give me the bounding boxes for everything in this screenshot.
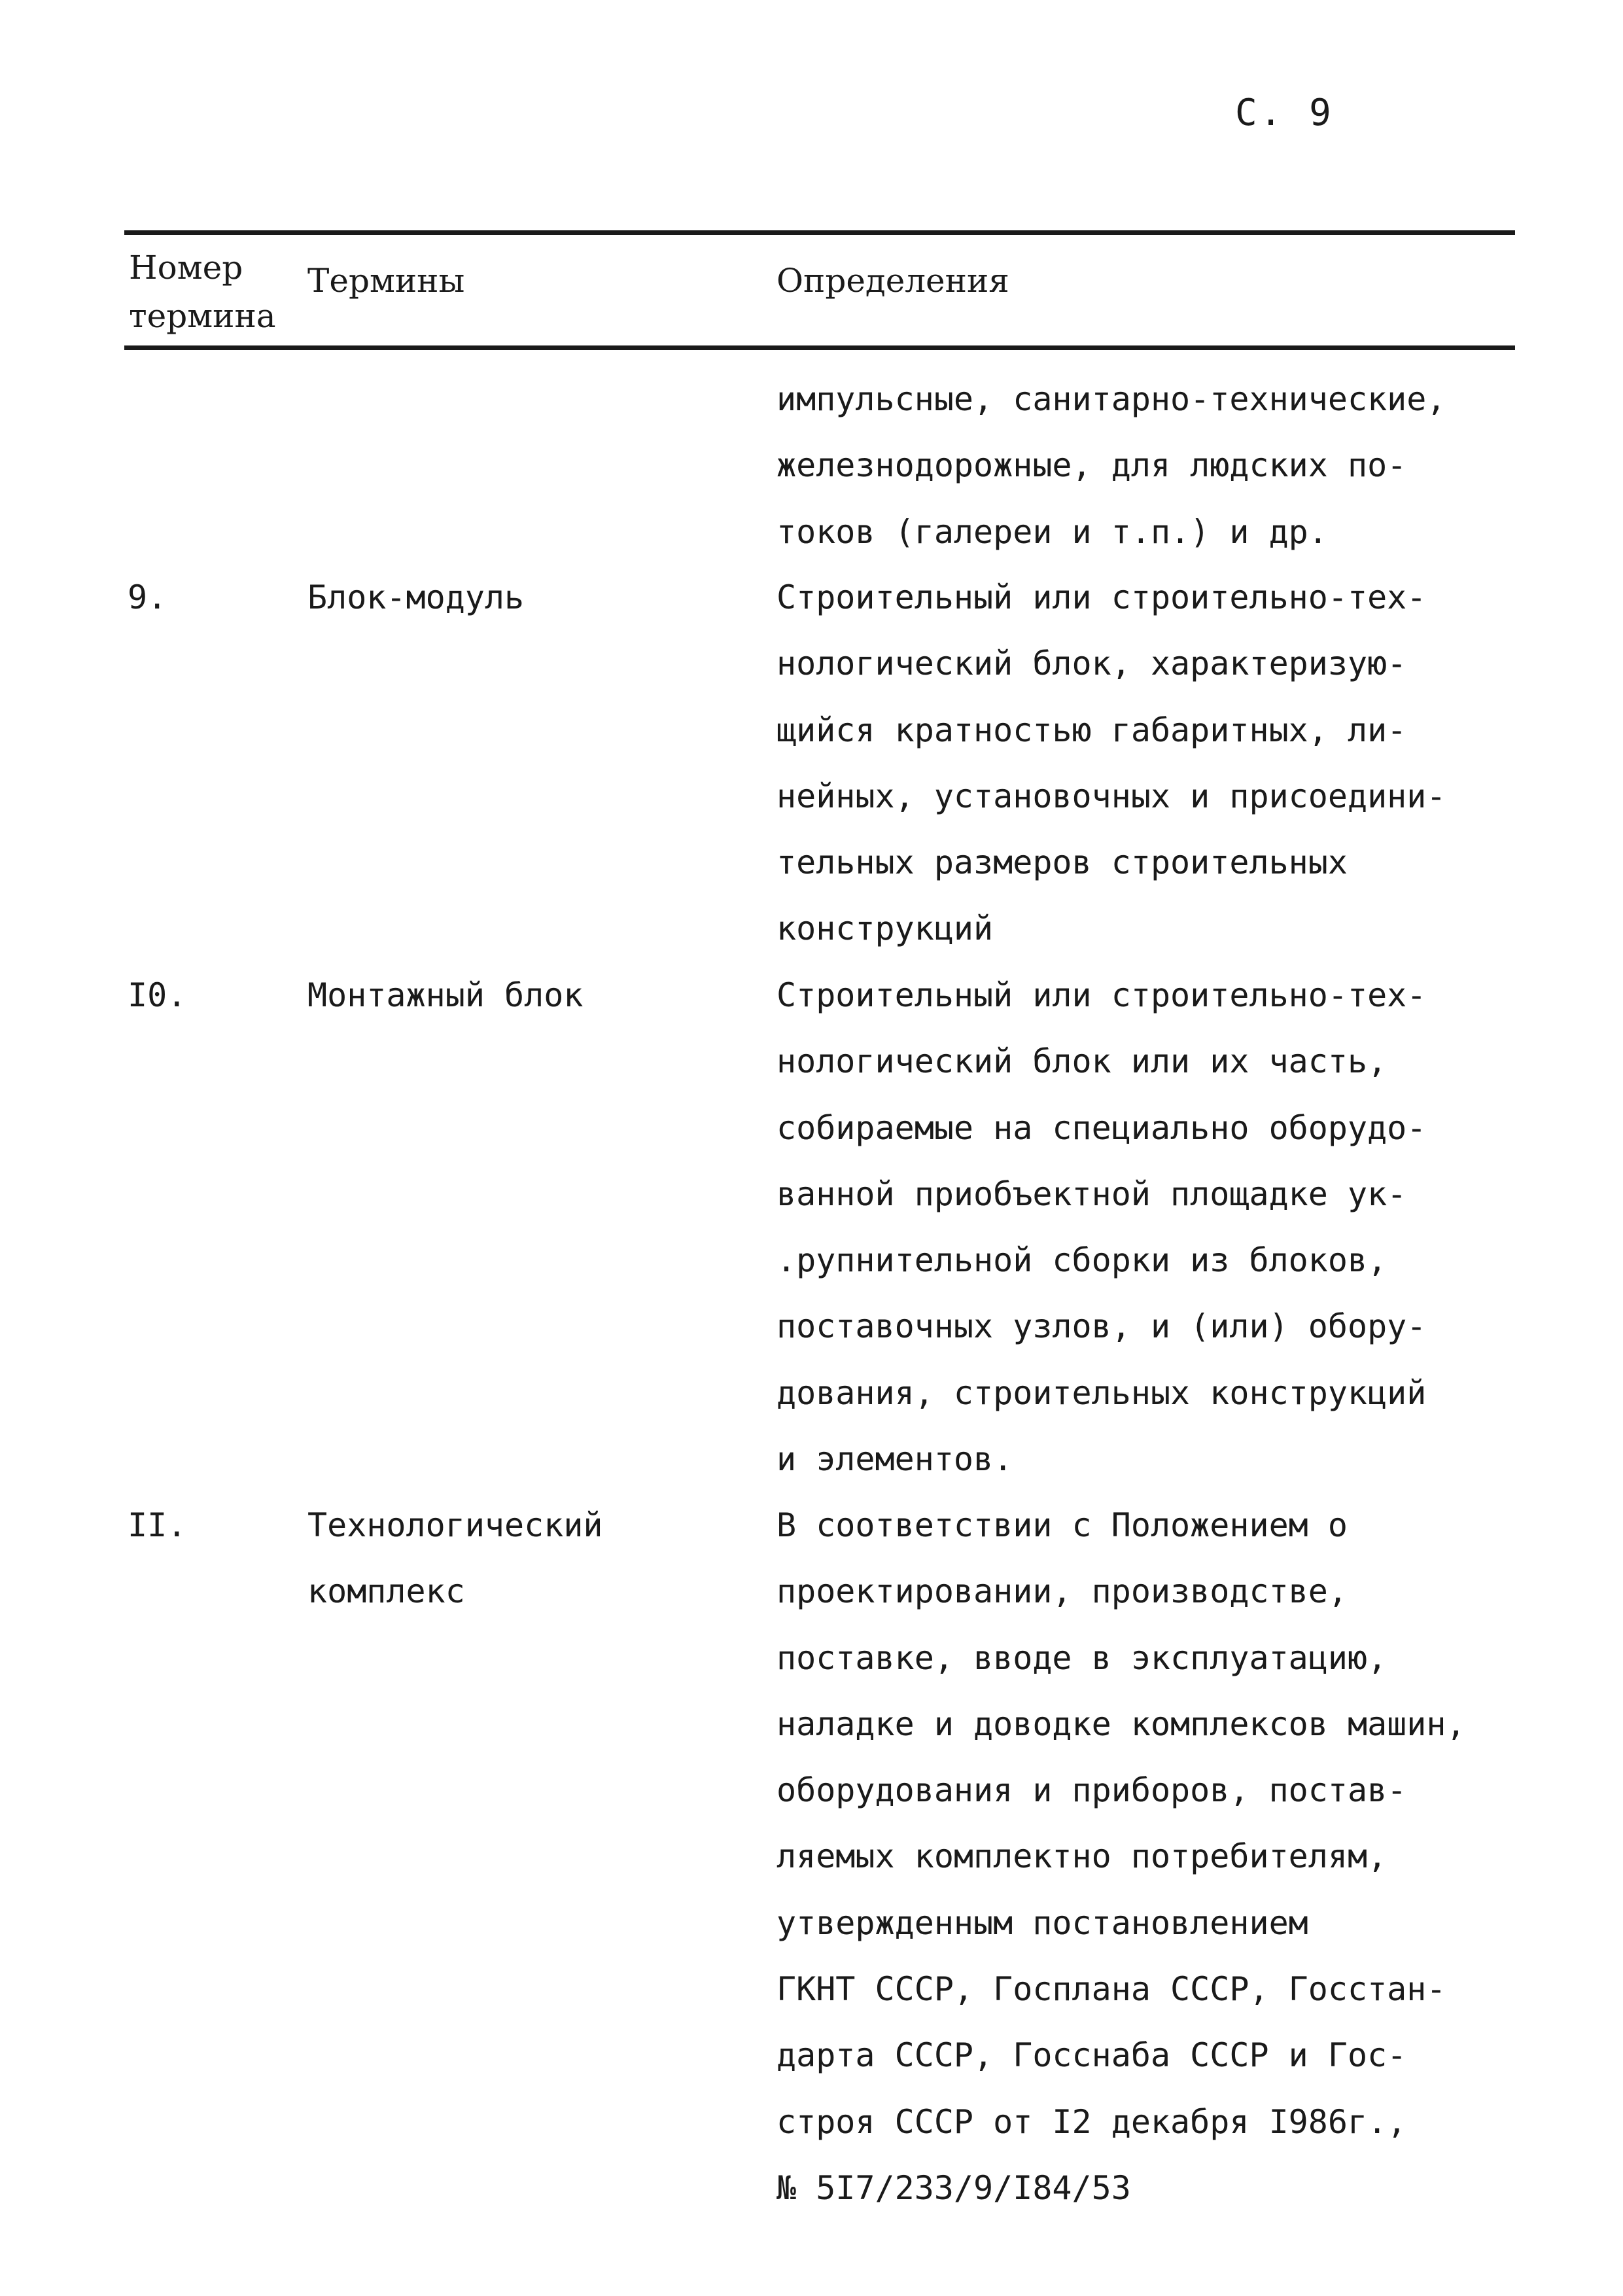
row-11-term: [307, 1492, 603, 1625]
definition-line: тельных размеров строительных: [777, 843, 1348, 882]
row-9-number: 9.: [128, 578, 167, 616]
table-top-rule: [124, 230, 1515, 235]
definition-line: утвержденным постановлением: [777, 1903, 1308, 1942]
continued-definition: [777, 366, 1446, 565]
row-11-number: II.: [128, 1506, 187, 1544]
term-line: Монтажный блок: [307, 976, 584, 1014]
definition-line: нологический блок или их часть,: [777, 1042, 1387, 1081]
definition-line: поставке, вводе в эксплуатацию,: [777, 1638, 1387, 1677]
row-10-number: I0.: [128, 976, 187, 1014]
definition-line: ГКНТ СССР, Госплана СССР, Госстан-: [777, 1970, 1446, 2009]
definition-line: собираемые на специально оборудо-: [777, 1108, 1427, 1147]
definition-line: и элементов.: [777, 1440, 1013, 1479]
header-definitions: Определения: [777, 262, 1009, 300]
definition-line: ванной приобъектной площадке ук-: [777, 1174, 1407, 1213]
row-10-definition: [777, 963, 1426, 1492]
definition-line: нейных, установочных и присоедини-: [777, 777, 1446, 815]
term-line: комплекс: [307, 1572, 465, 1611]
definition-line: ляемых комплектно потребителям,: [777, 1837, 1387, 1876]
header-number-line-2: термина: [129, 297, 276, 335]
definition-line: импульсные, санитарно-технические,: [777, 380, 1446, 418]
row-9-definition: [777, 565, 1446, 963]
header-term-number: [129, 243, 276, 340]
definition-line: оборудования и приборов, постав-: [777, 1771, 1407, 1810]
definition-line: № 5I7/233/9/I84/53: [777, 2168, 1131, 2207]
definition-line: проектировании, производстве,: [777, 1572, 1348, 1611]
definition-line: В соответствии с Положением о: [777, 1506, 1348, 1544]
definition-line: железнодорожные, для людских по-: [777, 446, 1407, 485]
term-line: Блок-модуль: [307, 578, 525, 616]
definition-line: токов (галереи и т.п.) и др.: [777, 512, 1328, 551]
definition-line: конструкций: [777, 910, 994, 948]
definition-line: наладке и доводке комплексов машин,: [777, 1704, 1466, 1743]
definition-line: нологический блок, характеризую-: [777, 645, 1407, 683]
definition-line: Строительный или строительно-тех-: [777, 578, 1427, 616]
header-terms: Термины: [307, 262, 465, 300]
page-number: С. 9: [1235, 92, 1334, 134]
definition-line: поставочных узлов, и (или) обору-: [777, 1307, 1427, 1346]
definition-line: щийся кратностью габаритных, ли-: [777, 711, 1407, 749]
definition-line: строя СССР от I2 декабря I986г.,: [777, 2102, 1407, 2141]
definition-line: дования, строительных конструкций: [777, 1373, 1427, 1412]
row-10-term: [307, 963, 583, 1029]
definition-line: дарта СССР, Госснаба СССР и Гос-: [777, 2036, 1407, 2075]
definition-line: .рупнительной сборки из блоков,: [777, 1241, 1387, 1280]
row-9-term: [307, 565, 524, 631]
header-bottom-rule: [124, 345, 1515, 350]
term-line: Технологический: [307, 1506, 603, 1544]
definition-line: Строительный или строительно-тех-: [777, 976, 1427, 1014]
row-11-definition: [777, 1492, 1466, 2221]
header-number-line-1: Номер: [129, 249, 243, 287]
